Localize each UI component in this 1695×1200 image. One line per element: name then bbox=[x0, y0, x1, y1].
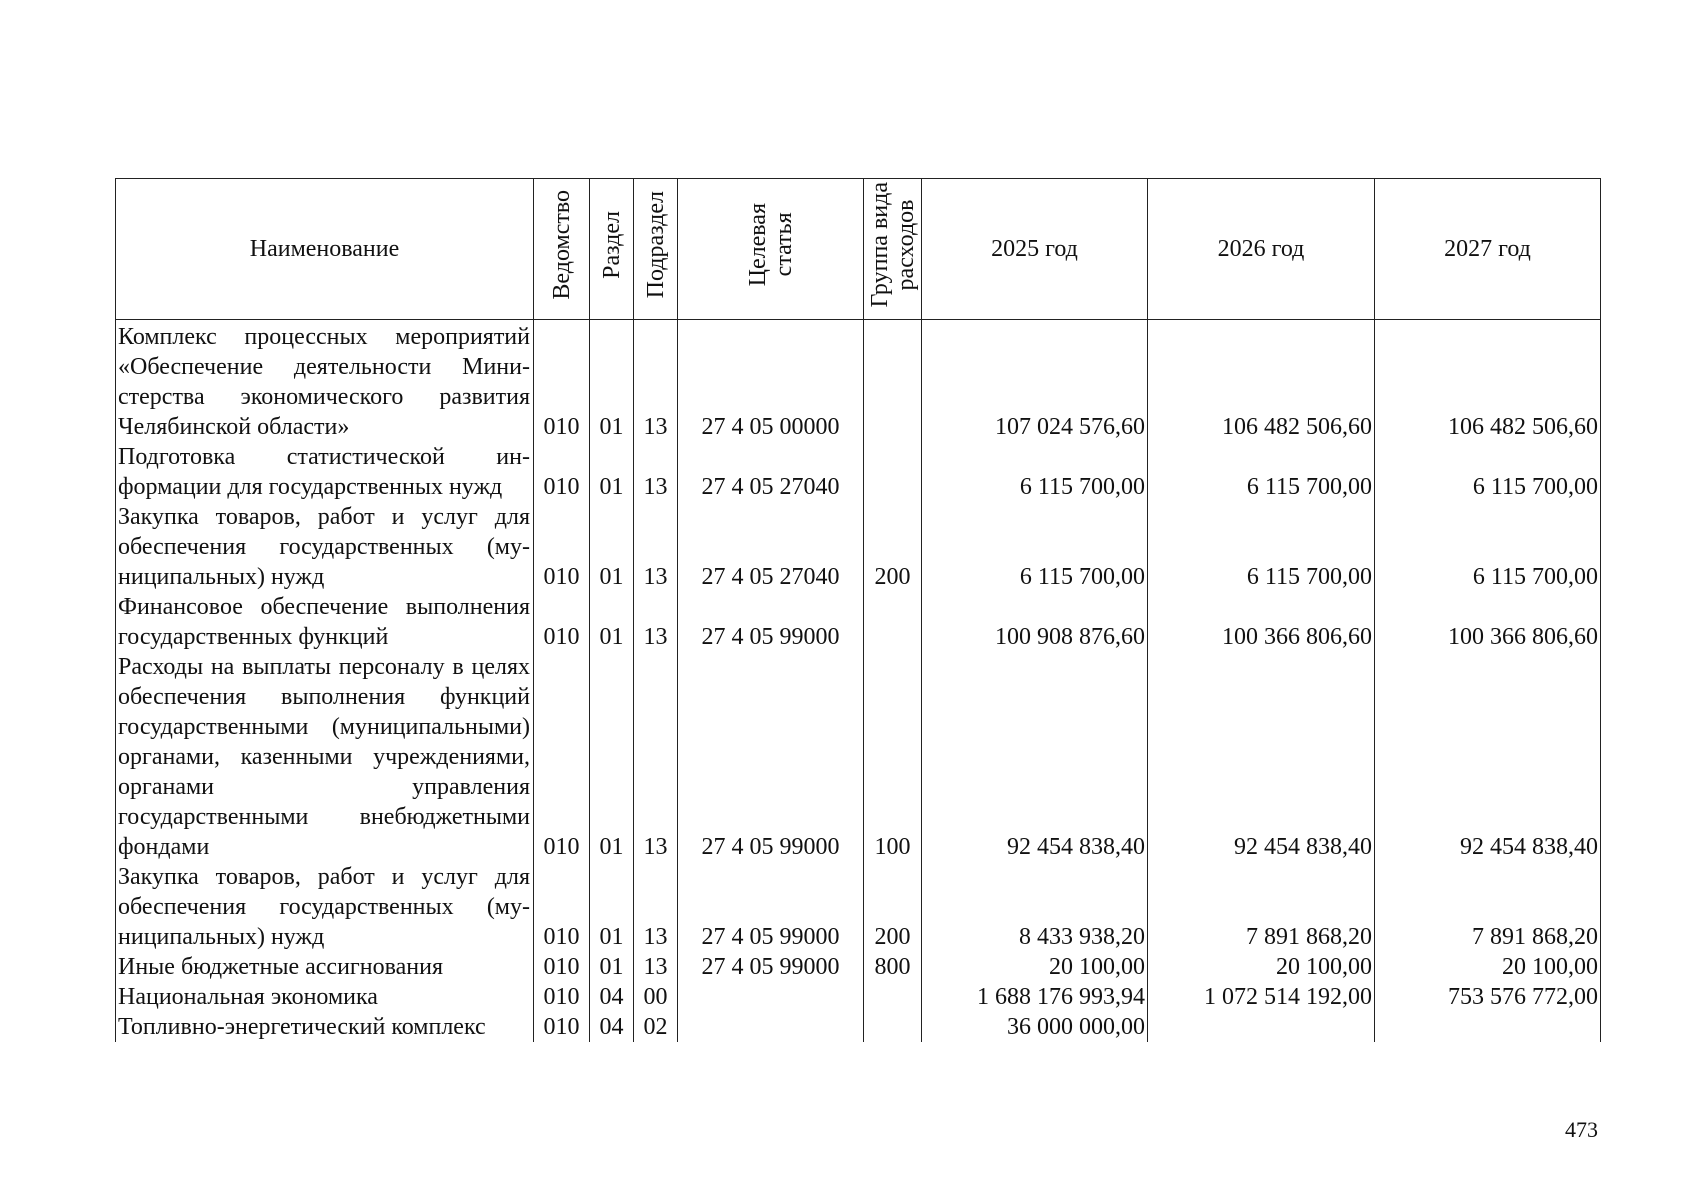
cell-expense-group: 200 bbox=[864, 502, 922, 592]
cell-subsection: 13 bbox=[634, 652, 678, 862]
cell-year-2027: 6 115 700,00 bbox=[1375, 442, 1601, 502]
table-row bbox=[116, 652, 1601, 862]
cell-section: 01 bbox=[590, 592, 634, 652]
header-subsection: Подраздел bbox=[634, 179, 678, 320]
cell-department: 010 bbox=[534, 320, 590, 443]
cell-subsection: 00 bbox=[634, 982, 678, 1012]
cell-year-2025: 107 024 576,60 bbox=[922, 320, 1148, 443]
cell-department: 010 bbox=[534, 982, 590, 1012]
header-year-2027: 2027 год bbox=[1375, 179, 1601, 320]
table-row bbox=[116, 862, 1601, 952]
cell-subsection: 13 bbox=[634, 952, 678, 982]
cell-target-article: 27 4 05 99000 bbox=[678, 952, 864, 982]
cell-year-2027: 100 366 806,60 bbox=[1375, 592, 1601, 652]
cell-year-2026 bbox=[1148, 1012, 1375, 1042]
cell-department: 010 bbox=[534, 862, 590, 952]
table-body bbox=[116, 320, 1601, 1043]
cell-department: 010 bbox=[534, 442, 590, 502]
cell-subsection: 02 bbox=[634, 1012, 678, 1042]
cell-expense-group: 800 bbox=[864, 952, 922, 982]
page-number: 473 bbox=[1565, 1117, 1598, 1142]
header-target-article: Целевая статья bbox=[678, 179, 864, 320]
cell-subsection: 13 bbox=[634, 592, 678, 652]
cell-year-2027: 92 454 838,40 bbox=[1375, 652, 1601, 862]
cell-year-2025: 92 454 838,40 bbox=[922, 652, 1148, 862]
cell-section: 01 bbox=[590, 652, 634, 862]
cell-target-article bbox=[678, 982, 864, 1012]
table-row bbox=[116, 502, 1601, 592]
cell-section: 01 bbox=[590, 320, 634, 443]
cell-section: 01 bbox=[590, 862, 634, 952]
cell-expense-group bbox=[864, 442, 922, 502]
cell-subsection: 13 bbox=[634, 502, 678, 592]
header-year-2026: 2026 год bbox=[1148, 179, 1375, 320]
cell-section: 01 bbox=[590, 442, 634, 502]
cell-year-2026: 106 482 506,60 bbox=[1148, 320, 1375, 443]
cell-department: 010 bbox=[534, 652, 590, 862]
cell-year-2026: 92 454 838,40 bbox=[1148, 652, 1375, 862]
cell-year-2026: 1 072 514 192,00 bbox=[1148, 982, 1375, 1012]
cell-year-2026: 6 115 700,00 bbox=[1148, 502, 1375, 592]
cell-expense-group bbox=[864, 982, 922, 1012]
cell-name: Закупка товаров, работ и услуг для обеспечения государственных (муниципальных) нужд bbox=[116, 502, 534, 592]
table-row bbox=[116, 952, 1601, 982]
cell-section: 01 bbox=[590, 502, 634, 592]
header-name: Наименование bbox=[116, 179, 534, 320]
cell-subsection: 13 bbox=[634, 320, 678, 443]
cell-subsection: 13 bbox=[634, 442, 678, 502]
cell-department: 010 bbox=[534, 952, 590, 982]
cell-year-2025: 1 688 176 993,94 bbox=[922, 982, 1148, 1012]
cell-section: 04 bbox=[590, 982, 634, 1012]
cell-name: Финансовое обеспечение выполнения государственных функций bbox=[116, 592, 534, 652]
cell-year-2027: 20 100,00 bbox=[1375, 952, 1601, 982]
cell-expense-group: 200 bbox=[864, 862, 922, 952]
cell-department: 010 bbox=[534, 502, 590, 592]
cell-target-article: 27 4 05 99000 bbox=[678, 862, 864, 952]
cell-year-2026: 20 100,00 bbox=[1148, 952, 1375, 982]
cell-year-2025: 6 115 700,00 bbox=[922, 442, 1148, 502]
cell-year-2027: 753 576 772,00 bbox=[1375, 982, 1601, 1012]
table-row bbox=[116, 442, 1601, 502]
cell-name: Комплекс процессных мероприятий «Обеспечение деятельности Министерства экономического развития Челябинской области» bbox=[116, 320, 534, 443]
table-row bbox=[116, 320, 1601, 443]
cell-section: 04 bbox=[590, 1012, 634, 1042]
cell-year-2027: 7 891 868,20 bbox=[1375, 862, 1601, 952]
cell-year-2026: 100 366 806,60 bbox=[1148, 592, 1375, 652]
cell-expense-group bbox=[864, 1012, 922, 1042]
header-expense-group: Группа вида расходов bbox=[864, 179, 922, 320]
cell-year-2025: 8 433 938,20 bbox=[922, 862, 1148, 952]
cell-year-2025: 6 115 700,00 bbox=[922, 502, 1148, 592]
cell-target-article: 27 4 05 99000 bbox=[678, 652, 864, 862]
cell-subsection: 13 bbox=[634, 862, 678, 952]
cell-target-article: 27 4 05 99000 bbox=[678, 592, 864, 652]
header-department: Ведомство bbox=[534, 179, 590, 320]
cell-year-2025: 20 100,00 bbox=[922, 952, 1148, 982]
cell-name: Национальная экономика bbox=[116, 982, 534, 1012]
cell-year-2026: 6 115 700,00 bbox=[1148, 442, 1375, 502]
cell-department: 010 bbox=[534, 1012, 590, 1042]
cell-target-article: 27 4 05 27040 bbox=[678, 442, 864, 502]
table-header-row bbox=[116, 179, 1601, 320]
cell-expense-group: 100 bbox=[864, 652, 922, 862]
cell-target-article bbox=[678, 1012, 864, 1042]
cell-target-article: 27 4 05 27040 bbox=[678, 502, 864, 592]
cell-year-2027: 6 115 700,00 bbox=[1375, 502, 1601, 592]
cell-year-2027: 106 482 506,60 bbox=[1375, 320, 1601, 443]
budget-table bbox=[115, 178, 1601, 1042]
header-section: Раздел bbox=[590, 179, 634, 320]
cell-name: Закупка товаров, работ и услуг для обеспечения государственных (муниципальных) нужд bbox=[116, 862, 534, 952]
cell-year-2027 bbox=[1375, 1012, 1601, 1042]
cell-department: 010 bbox=[534, 592, 590, 652]
cell-expense-group bbox=[864, 592, 922, 652]
cell-name: Топливно-энергетический комплекс bbox=[116, 1012, 534, 1042]
cell-year-2025: 100 908 876,60 bbox=[922, 592, 1148, 652]
cell-name: Подготовка статистической информации для государственных нужд bbox=[116, 442, 534, 502]
cell-name: Иные бюджетные ассигнования bbox=[116, 952, 534, 982]
cell-expense-group bbox=[864, 320, 922, 443]
table-row bbox=[116, 982, 1601, 1012]
cell-year-2025: 36 000 000,00 bbox=[922, 1012, 1148, 1042]
cell-year-2026: 7 891 868,20 bbox=[1148, 862, 1375, 952]
cell-name: Расходы на выплаты персоналу в целях обеспечения выполнения функций государственными (муниципальными) органами, казенными учреждениями, органами управления государственными внебюджетными фондами bbox=[116, 652, 534, 862]
table-row bbox=[116, 592, 1601, 652]
cell-target-article: 27 4 05 00000 bbox=[678, 320, 864, 443]
header-year-2025: 2025 год bbox=[922, 179, 1148, 320]
cell-section: 01 bbox=[590, 952, 634, 982]
table-row bbox=[116, 1012, 1601, 1042]
